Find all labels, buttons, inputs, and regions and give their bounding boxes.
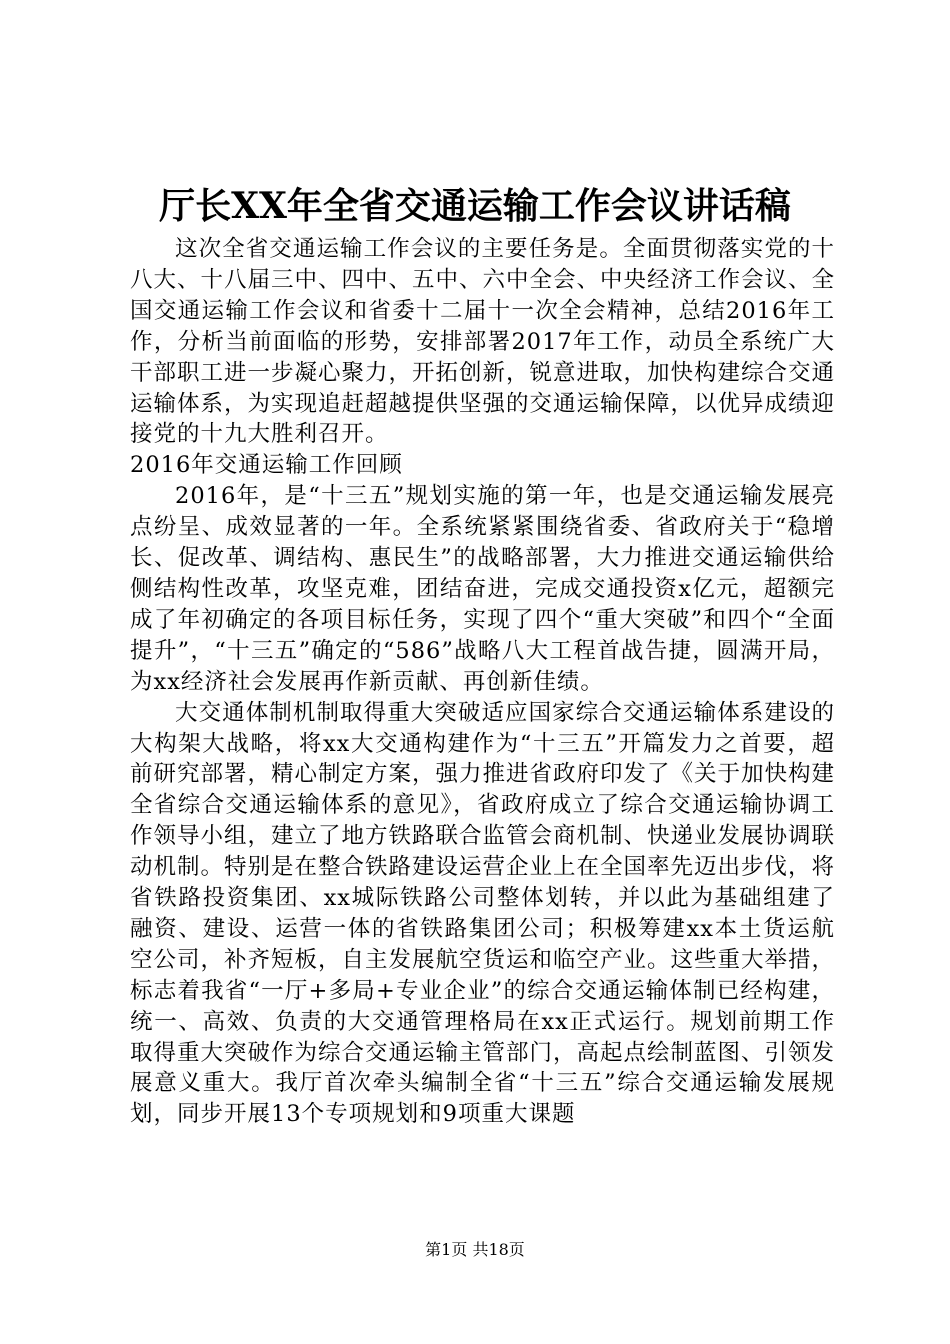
document-body [130,234,835,1130]
paragraph-intro: 这次全省交通运输工作会议的主要任务是。全面贯彻落实党的十八大、十八届三中、四中、五中、六中全会、中央经济工作会议、全国交通运输工作会议和省委十二届十一次全会精神，总结2016年工作，分析当前面临的形势，安排部署2017年工作，动员全系统广大干部职工进一步凝心聚力，开拓创新，锐意进取，加快构建综合交通运输体系，为实现追赶超越提供坚强的交通运输保障，以优异成绩迎接党的十九大胜利召开。 [130,236,836,448]
paragraph-system-reform: 大交通体制机制取得重大突破适应国家综合交通运输体系建设的大构架大战略，将xx大交通构建作为“十三五”开篇发力之首要，超前研究部署，精心制定方案，强力推进省政府印发了《关于加快构建全省综合交通运输体系的意见》，省政府成立了综合交通运输协调工作领导小组，建立了地方铁路联合监管会商机制、快递业发展协调联动机制。特别是在整合铁路建设运营企业上在全国率先迈出步伐，将省铁路投资集团、xx城际铁路公司整体划转，并以此为基础组建了融资、建设、运营一体的省铁路集团公司；积极筹建xx本土货运航空公司，补齐短板，自主发展航空货运和临空产业。这些重大举措，标志着我省“一厅+多局+专业企业”的综合交通运输体制已经构建，统一、高效、负责的大交通管理格局在xx正式运行。规划前期工作取得重大突破作为综合交通运输主管部门，高起点绘制蓝图、引领发展意义重大。我厅首次牵头编制全省“十三五”综合交通运输发展规划，同步开展13个专项规划和9项重大课题 [130,699,836,1128]
paragraph-2016-summary: 2016年，是“十三五”规划实施的第一年，也是交通运输发展亮点纷呈、成效显著的一年。全系统紧紧围绕省委、省政府关于“稳增长、促改革、调结构、惠民生”的战略部署，大力推进交通运输供给侧结构性改革，攻坚克难，团结奋进，完成交通投资x亿元，超额完成了年初确定的各项目标任务，实现了四个“重大突破”和四个“全面提升”，“十三五”确定的“586”战略八大工程首战告捷，圆满开局，为xx经济社会发展再作新贡献、再创新佳绩。 [130,483,835,695]
section-heading-review: 2016年交通运输工作回顾 [130,452,403,479]
page-footer: 第1页 共18页 [425,1240,525,1259]
document-title: 厅长XX年全省交通运输工作会议讲话稿 [159,185,791,227]
